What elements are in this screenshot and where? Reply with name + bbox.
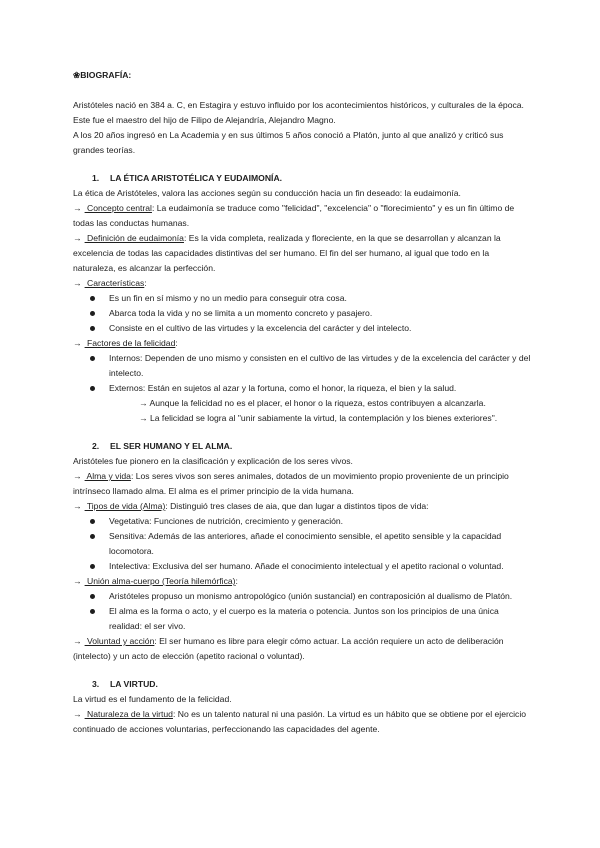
sub-item: → La felicidad se logra al "unir sabiamente la virtud, la contemplación y los bienes exteriores". — [139, 413, 498, 423]
definition-paragraph — [73, 231, 533, 276]
document-page — [73, 68, 533, 737]
arrow-icon: → — [73, 501, 82, 511]
section-1-intro: La ética de Aristóteles, valora las acciones según su conducción hacia un fin deseado: la eudaimonía. — [73, 188, 461, 198]
soul-life-label: Alma y vida — [84, 471, 131, 481]
section-1-number: 1. — [92, 173, 100, 183]
virtue-nature-label: Naturaleza de la virtud — [84, 709, 173, 719]
list-item: El alma es la forma o acto, y el cuerpo es la materia o potencia. Juntos son los principios de una única realidad: el ser vivo. — [73, 604, 533, 634]
factors-label: Factores de la felicidad — [84, 338, 176, 348]
characteristics-heading: → Características: — [73, 278, 147, 288]
list-item: Consiste en el cultivo de las virtudes y la excelencia del carácter y del intelecto. — [73, 321, 533, 336]
life-types-list — [73, 514, 533, 574]
concept-paragraph — [73, 201, 533, 231]
virtue-nature-text: : No es un talento natural ni una pasión. La virtud es un hábito que se obtiene por el ejercicio continuado de acciones voluntarias, perfeccionando las capacidades del agente. — [73, 709, 527, 734]
union-label: Unión alma-cuerpo (Teoría hilemórfica) — [84, 576, 236, 586]
section-3-number: 3. — [92, 679, 100, 689]
life-types-label: Tipos de vida (Alma) — [84, 501, 166, 511]
list-item: Internos: Dependen de uno mismo y consisten en el cultivo de las virtudes y de la excelencia del carácter y del intelecto. — [73, 351, 533, 381]
arrow-icon: → — [73, 278, 82, 288]
characteristics-label: Características — [84, 278, 145, 288]
arrow-icon: → — [73, 471, 82, 481]
union-list — [73, 589, 533, 634]
section-1-heading — [73, 171, 533, 186]
will-action-paragraph — [73, 634, 533, 664]
arrow-icon: → — [73, 709, 82, 719]
factors-list — [73, 351, 533, 426]
union-heading: → Unión alma-cuerpo (Teoría hilemórfica): — [73, 576, 238, 586]
soul-life-paragraph — [73, 469, 533, 499]
factors-heading: → Factores de la felicidad: — [73, 338, 178, 348]
list-item: Es un fin en sí mismo y no un medio para conseguir otra cosa. — [73, 291, 533, 306]
arrow-icon: → — [73, 576, 82, 586]
arrow-icon: → — [73, 203, 82, 213]
list-item: Vegetativa: Funciones de nutrición, crecimiento y generación. — [73, 514, 533, 529]
definition-text: : Es la vida completa, realizada y floreciente, en la que se desarrollan y alcanzan la excelencia de todas las capacidades distintivas del ser humano. El fin del ser humano, al igual que todo en la naturaleza, es alcanzar la perfección. — [73, 233, 501, 273]
section-3-intro: La virtud es el fundamento de la felicidad. — [73, 694, 232, 704]
section-2-title: EL SER HUMANO Y EL ALMA. — [110, 441, 233, 451]
virtue-nature-paragraph — [73, 707, 533, 737]
section-2-number: 2. — [92, 441, 100, 451]
section-1-title: LA ÉTICA ARISTOTÉLICA Y EUDAIMONÍA. — [110, 173, 283, 183]
biography-paragraph-2: A los 20 años ingresó en La Academia y en sus últimos 5 años conoció a Platón, junto al que analizó y criticó sus grandes teorías. — [73, 130, 504, 155]
section-3-heading — [73, 677, 533, 692]
arrow-icon: → — [73, 338, 82, 348]
concept-label: Concepto central — [84, 203, 152, 213]
list-item: Aristóteles propuso un monismo antropológico (unión sustancial) en contraposición al dualismo de Platón. — [73, 589, 533, 604]
concept-text: : La eudaimonía se traduce como "felicidad", "excelencia" o "florecimiento" y es un fin último de todas las conductas humanas. — [73, 203, 515, 228]
life-types-heading — [73, 499, 533, 514]
list-item — [73, 381, 533, 426]
biography-paragraph-1: Aristóteles nació en 384 a. C, en Estagira y estuvo influido por los acontecimientos históricos, y culturales de la época. Este fue el maestro del hijo de Filipo de Alejandría, Alejandro Magno. — [73, 100, 524, 125]
arrow-icon: → — [73, 636, 82, 646]
section-2-intro: Aristóteles fue pionero en la clasificación y explicación de los seres vivos. — [73, 456, 353, 466]
section-2-heading — [73, 439, 533, 454]
list-item: Intelectiva: Exclusiva del ser humano. Añade el conocimiento intelectual y el apetito racional o voluntad. — [73, 559, 533, 574]
section-3-title: LA VIRTUD. — [110, 679, 158, 689]
will-action-label: Voluntad y acción — [84, 636, 155, 646]
characteristics-list — [73, 291, 533, 336]
sub-item: → Aunque la felicidad no es el placer, el honor o la riqueza, estos contribuyen a alcanzarla. — [139, 398, 486, 408]
soul-life-text: : Los seres vivos son seres animales, dotados de un movimiento propio proveniente de un principio intrínseco llamado alma. El alma es el primer principio de la vida humana. — [73, 471, 509, 496]
list-item: Sensitiva: Además de las anteriores, añade el conocimiento sensible, el apetito sensible y la capacidad locomotora. — [73, 529, 533, 559]
list-item: Abarca toda la vida y no se limita a un momento concreto y pasajero. — [73, 306, 533, 321]
list-item-text: Externos: Están en sujetos al azar y la fortuna, como el honor, la riqueza, el bien y la salud. — [109, 383, 457, 393]
definition-label: Definición de eudaimonía — [84, 233, 184, 243]
arrow-icon: → — [73, 233, 82, 243]
will-action-text: : El ser humano es libre para elegir cómo actuar. La acción requiere un acto de deliberación (intelecto) y un acto de elección (apetito racional o voluntad). — [73, 636, 504, 661]
life-types-text: : Distinguió tres clases de aia, que dan lugar a distintos tipos de vida: — [165, 501, 429, 511]
biography-heading: ❀BIOGRAFÍA: — [73, 70, 132, 80]
